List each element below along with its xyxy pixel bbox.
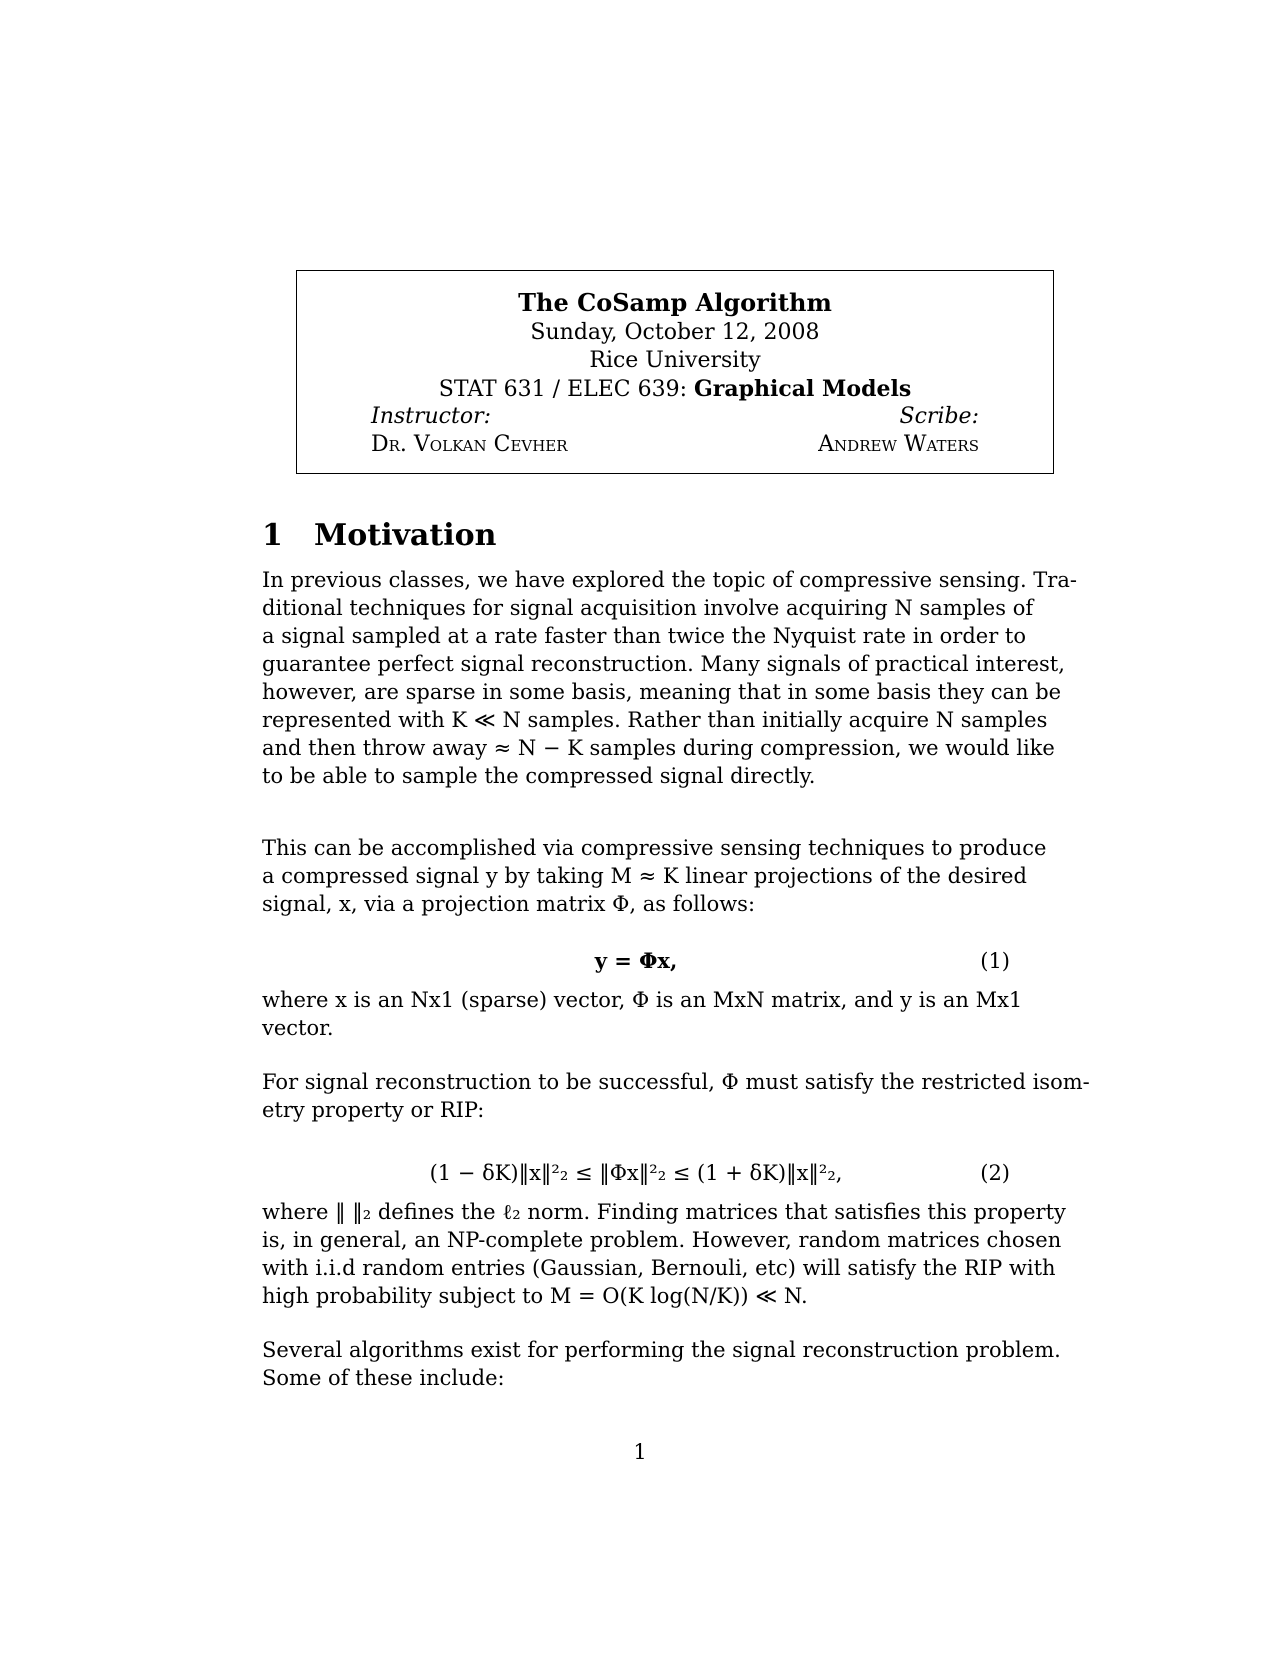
text-line: however, are sparse in some basis, meaning that in some basis they can be [262,680,1062,704]
text-line: is, in general, an NP-complete problem. However, random matrices chosen [262,1228,1062,1252]
text-line: signal, x, via a projection matrix Φ, as follows: [262,892,756,916]
equation-2 [262,1158,1010,1188]
paragraph-1 [262,566,1077,790]
course-line [297,375,1053,404]
equation-2-number: (2) [980,1161,1010,1185]
text-line: Several algorithms exist for performing the signal reconstruction problem. [262,1338,1061,1362]
document-date: Sunday, October 12, 2008 [530,320,820,345]
text-line: high probability subject to M = O(K log(N/K)) ≪ N. [262,1284,808,1308]
university: Rice University [589,348,761,373]
equation-1 [262,946,1010,976]
page-number: 1 [633,1440,647,1464]
text-line: guarantee perfect signal reconstruction. Many signals of practical interest, [262,652,1065,676]
paragraph-5 [262,1198,1066,1310]
section-heading [262,518,496,554]
instructor-label: Instructor: [371,404,492,429]
title-box [296,270,1054,474]
paragraph-6 [262,1336,1061,1392]
text-line: In previous classes, we have explored the topic of compressive sensing. Tra- [262,568,1077,592]
paragraph-4 [262,1068,1090,1124]
text-line: and then throw away ≈ N − K samples during compression, we would like [262,736,1055,760]
section-number: 1 [262,518,283,553]
text-line: etry property or RIP: [262,1098,485,1122]
text-line: with i.i.d random entries (Gaussian, Bernouli, etc) will satisfy the RIP with [262,1256,1056,1280]
paragraph-3 [262,986,1023,1042]
text-line: For signal reconstruction to be successful, Φ must satisfy the restricted isom- [262,1070,1090,1094]
equation-1-number: (1) [980,949,1010,973]
text-line: ditional techniques for signal acquisition involve acquiring N samples of [262,596,1034,620]
text-line: Some of these include: [262,1366,505,1390]
instructor-name: Dr. Volkan Cevher [371,432,568,457]
text-line: vector. [262,1016,334,1040]
text-line: to be able to sample the compressed signal directly. [262,764,816,788]
course-prefix: STAT 631 / ELEC 639: [438,377,695,402]
scribe-name: Andrew Waters [818,432,979,457]
equation-1-body: y = Φx, [594,948,678,973]
paragraph-2 [262,834,1047,918]
text-line: represented with K ≪ N samples. Rather than initially acquire N samples [262,708,1048,732]
course-name: Graphical Models [694,376,912,402]
text-line: where x is an Nx1 (sparse) vector, Φ is an MxN matrix, and y is an Mx1 [262,988,1023,1012]
text-line: where ‖ ‖₂ defines the ℓ₂ norm. Finding matrices that satisfies this property [262,1200,1066,1224]
text-line: a signal sampled at a rate faster than twice the Nyquist rate in order to [262,624,1026,648]
document-title: The CoSamp Algorithm [518,288,832,317]
section-title: Motivation [314,518,497,553]
equation-2-body: (1 − δK)‖x‖²₂ ≤ ‖Φx‖²₂ ≤ (1 + δK)‖x‖²₂, [429,1161,843,1185]
scribe-label: Scribe: [899,404,979,429]
text-line: This can be accomplished via compressive sensing techniques to produce [262,836,1047,860]
text-line: a compressed signal y by taking M ≈ K linear projections of the desired [262,864,1027,888]
